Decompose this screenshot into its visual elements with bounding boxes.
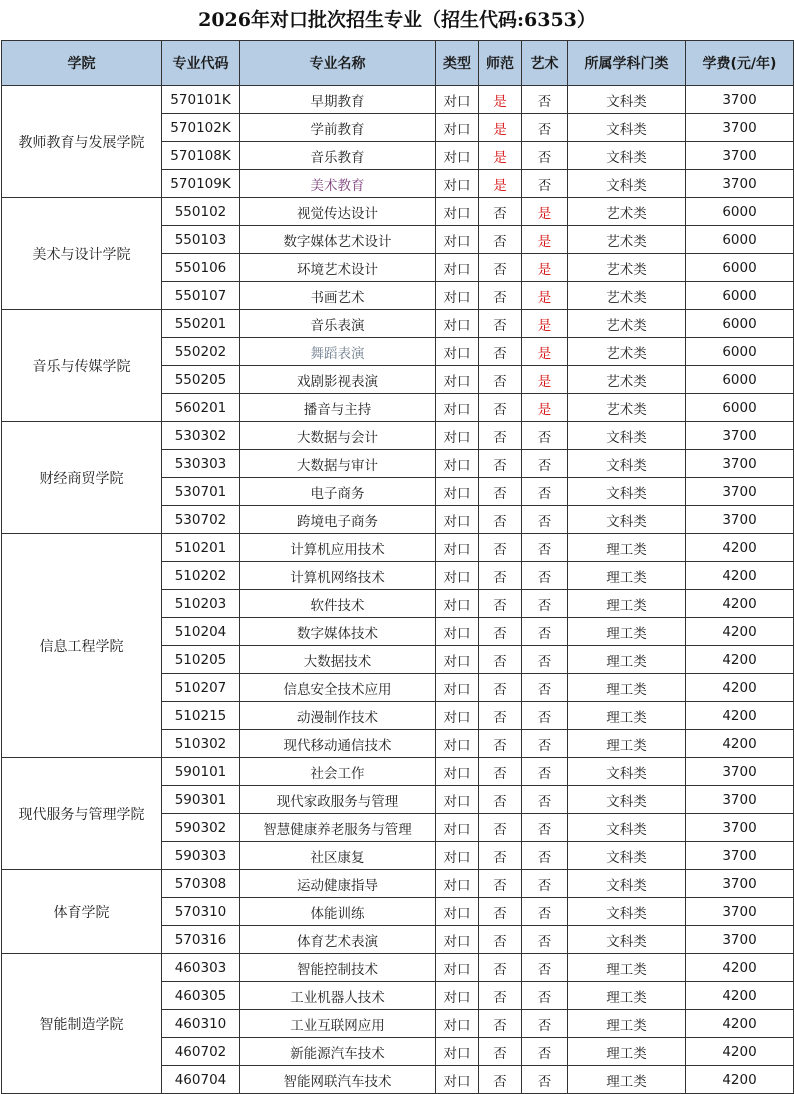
major-code-cell: 590101: [162, 758, 240, 786]
major-code-cell: 590301: [162, 786, 240, 814]
major-code-cell: 550201: [162, 310, 240, 338]
major-code-cell: 590303: [162, 842, 240, 870]
fee-cell: 3700: [686, 450, 794, 478]
fee-cell: 4200: [686, 1010, 794, 1038]
major-name-cell: 数字媒体艺术设计: [240, 226, 436, 254]
fee-cell: 4200: [686, 730, 794, 758]
category-cell: 理工类: [568, 590, 686, 618]
major-code-cell: 510215: [162, 702, 240, 730]
category-cell: 理工类: [568, 562, 686, 590]
major-code-cell: 550205: [162, 366, 240, 394]
type-cell: 对口: [436, 226, 479, 254]
shifan-cell: 否: [479, 590, 522, 618]
yishu-cell: 是: [522, 366, 568, 394]
category-cell: 艺术类: [568, 282, 686, 310]
type-cell: 对口: [436, 338, 479, 366]
header-name: 专业名称: [240, 41, 436, 86]
shifan-cell: 否: [479, 394, 522, 422]
major-code-cell: 570310: [162, 898, 240, 926]
type-cell: 对口: [436, 422, 479, 450]
yishu-cell: 是: [522, 254, 568, 282]
shifan-cell: 否: [479, 814, 522, 842]
yishu-cell: 否: [522, 534, 568, 562]
shifan-cell: 是: [479, 170, 522, 198]
category-cell: 理工类: [568, 646, 686, 674]
fee-cell: 3700: [686, 758, 794, 786]
major-name-cell: 社区康复: [240, 842, 436, 870]
major-code-cell: 510202: [162, 562, 240, 590]
fee-cell: 3700: [686, 786, 794, 814]
yishu-cell: 否: [522, 478, 568, 506]
shifan-cell: 否: [479, 338, 522, 366]
type-cell: 对口: [436, 898, 479, 926]
category-cell: 艺术类: [568, 226, 686, 254]
type-cell: 对口: [436, 534, 479, 562]
yishu-cell: 否: [522, 646, 568, 674]
yishu-cell: 否: [522, 926, 568, 954]
shifan-cell: 否: [479, 674, 522, 702]
yishu-cell: 否: [522, 898, 568, 926]
school-cell: 体育学院: [2, 870, 162, 954]
type-cell: 对口: [436, 870, 479, 898]
major-name-cell: 早期教育: [240, 86, 436, 114]
major-code-cell: 510302: [162, 730, 240, 758]
header-row: [2, 41, 794, 86]
major-name-cell: 现代移动通信技术: [240, 730, 436, 758]
fee-cell: 6000: [686, 198, 794, 226]
category-cell: 理工类: [568, 534, 686, 562]
major-code-cell: 560201: [162, 394, 240, 422]
admission-table: [1, 40, 794, 1094]
shifan-cell: 否: [479, 422, 522, 450]
shifan-cell: 否: [479, 618, 522, 646]
shifan-cell: 否: [479, 870, 522, 898]
yishu-cell: 否: [522, 954, 568, 982]
type-cell: 对口: [436, 1038, 479, 1066]
major-code-cell: 550106: [162, 254, 240, 282]
table-row: [2, 954, 794, 982]
major-name-cell: 跨境电子商务: [240, 506, 436, 534]
table-row: [2, 198, 794, 226]
type-cell: 对口: [436, 478, 479, 506]
type-cell: 对口: [436, 758, 479, 786]
yishu-cell: 是: [522, 198, 568, 226]
fee-cell: 3700: [686, 898, 794, 926]
major-code-cell: 510207: [162, 674, 240, 702]
type-cell: 对口: [436, 1010, 479, 1038]
header-school: 学院: [2, 41, 162, 86]
category-cell: 艺术类: [568, 310, 686, 338]
category-cell: 理工类: [568, 982, 686, 1010]
category-cell: 艺术类: [568, 254, 686, 282]
header-code: 专业代码: [162, 41, 240, 86]
major-code-cell: 530302: [162, 422, 240, 450]
category-cell: 文科类: [568, 926, 686, 954]
shifan-cell: 是: [479, 114, 522, 142]
yishu-cell: 否: [522, 142, 568, 170]
table-row: [2, 422, 794, 450]
category-cell: 文科类: [568, 422, 686, 450]
fee-cell: 4200: [686, 1038, 794, 1066]
type-cell: 对口: [436, 842, 479, 870]
major-code-cell: 460702: [162, 1038, 240, 1066]
type-cell: 对口: [436, 702, 479, 730]
major-name-cell: 智能控制技术: [240, 954, 436, 982]
shifan-cell: 否: [479, 730, 522, 758]
yishu-cell: 否: [522, 786, 568, 814]
major-name-cell: 现代家政服务与管理: [240, 786, 436, 814]
yishu-cell: 否: [522, 842, 568, 870]
major-name-cell: 大数据技术: [240, 646, 436, 674]
major-code-cell: 550202: [162, 338, 240, 366]
major-name-cell: 信息安全技术应用: [240, 674, 436, 702]
major-code-cell: 570102K: [162, 114, 240, 142]
major-code-cell: 510204: [162, 618, 240, 646]
fee-cell: 3700: [686, 422, 794, 450]
school-cell: 美术与设计学院: [2, 198, 162, 310]
school-cell: 智能制造学院: [2, 954, 162, 1094]
fee-cell: 4200: [686, 646, 794, 674]
shifan-cell: 否: [479, 898, 522, 926]
yishu-cell: 否: [522, 618, 568, 646]
major-code-cell: 460305: [162, 982, 240, 1010]
fee-cell: 4200: [686, 982, 794, 1010]
type-cell: 对口: [436, 310, 479, 338]
yishu-cell: 否: [522, 1038, 568, 1066]
category-cell: 文科类: [568, 786, 686, 814]
major-code-cell: 570316: [162, 926, 240, 954]
shifan-cell: 否: [479, 450, 522, 478]
shifan-cell: 否: [479, 702, 522, 730]
fee-cell: 3700: [686, 478, 794, 506]
type-cell: 对口: [436, 590, 479, 618]
shifan-cell: 否: [479, 1010, 522, 1038]
fee-cell: 3700: [686, 842, 794, 870]
major-code-cell: 460303: [162, 954, 240, 982]
major-code-cell: 530702: [162, 506, 240, 534]
fee-cell: 6000: [686, 394, 794, 422]
shifan-cell: 是: [479, 86, 522, 114]
yishu-cell: 否: [522, 170, 568, 198]
type-cell: 对口: [436, 954, 479, 982]
shifan-cell: 否: [479, 226, 522, 254]
yishu-cell: 否: [522, 114, 568, 142]
major-name-cell: 动漫制作技术: [240, 702, 436, 730]
yishu-cell: 否: [522, 86, 568, 114]
shifan-cell: 否: [479, 1066, 522, 1094]
type-cell: 对口: [436, 142, 479, 170]
type-cell: 对口: [436, 170, 479, 198]
fee-cell: 3700: [686, 870, 794, 898]
fee-cell: 3700: [686, 114, 794, 142]
yishu-cell: 否: [522, 674, 568, 702]
yishu-cell: 是: [522, 282, 568, 310]
yishu-cell: 否: [522, 1066, 568, 1094]
category-cell: 艺术类: [568, 198, 686, 226]
type-cell: 对口: [436, 254, 479, 282]
major-code-cell: 570101K: [162, 86, 240, 114]
type-cell: 对口: [436, 394, 479, 422]
major-name-cell: 美术教育: [240, 170, 436, 198]
table-row: [2, 870, 794, 898]
type-cell: 对口: [436, 814, 479, 842]
type-cell: 对口: [436, 450, 479, 478]
category-cell: 理工类: [568, 730, 686, 758]
type-cell: 对口: [436, 114, 479, 142]
major-code-cell: 460310: [162, 1010, 240, 1038]
shifan-cell: 否: [479, 534, 522, 562]
type-cell: 对口: [436, 646, 479, 674]
type-cell: 对口: [436, 86, 479, 114]
fee-cell: 4200: [686, 590, 794, 618]
shifan-cell: 是: [479, 142, 522, 170]
major-name-cell: 新能源汽车技术: [240, 1038, 436, 1066]
type-cell: 对口: [436, 786, 479, 814]
major-name-cell: 社会工作: [240, 758, 436, 786]
shifan-cell: 否: [479, 758, 522, 786]
fee-cell: 6000: [686, 226, 794, 254]
major-name-cell: 计算机网络技术: [240, 562, 436, 590]
major-name-cell: 体能训练: [240, 898, 436, 926]
major-name-cell: 智慧健康养老服务与管理: [240, 814, 436, 842]
shifan-cell: 否: [479, 926, 522, 954]
school-cell: 现代服务与管理学院: [2, 758, 162, 870]
type-cell: 对口: [436, 926, 479, 954]
category-cell: 文科类: [568, 170, 686, 198]
major-code-cell: 550102: [162, 198, 240, 226]
shifan-cell: 否: [479, 506, 522, 534]
yishu-cell: 否: [522, 506, 568, 534]
page-title: 2026年对口批次招生专业（招生代码:6353）: [198, 9, 596, 31]
fee-cell: 3700: [686, 814, 794, 842]
fee-cell: 6000: [686, 338, 794, 366]
category-cell: 艺术类: [568, 394, 686, 422]
category-cell: 文科类: [568, 814, 686, 842]
major-code-cell: 510203: [162, 590, 240, 618]
major-name-cell: 音乐表演: [240, 310, 436, 338]
major-name-cell: 大数据与审计: [240, 450, 436, 478]
yishu-cell: 否: [522, 590, 568, 618]
fee-cell: 6000: [686, 282, 794, 310]
fee-cell: 4200: [686, 534, 794, 562]
fee-cell: 6000: [686, 310, 794, 338]
fee-cell: 3700: [686, 170, 794, 198]
shifan-cell: 否: [479, 366, 522, 394]
major-name-cell: 播音与主持: [240, 394, 436, 422]
fee-cell: 6000: [686, 254, 794, 282]
yishu-cell: 否: [522, 562, 568, 590]
fee-cell: 6000: [686, 366, 794, 394]
yishu-cell: 否: [522, 758, 568, 786]
category-cell: 理工类: [568, 1010, 686, 1038]
type-cell: 对口: [436, 730, 479, 758]
category-cell: 理工类: [568, 1066, 686, 1094]
major-name-cell: 环境艺术设计: [240, 254, 436, 282]
school-cell: 信息工程学院: [2, 534, 162, 758]
category-cell: 艺术类: [568, 366, 686, 394]
major-name-cell: 智能网联汽车技术: [240, 1066, 436, 1094]
category-cell: 文科类: [568, 842, 686, 870]
yishu-cell: 是: [522, 226, 568, 254]
major-name-cell: 工业互联网应用: [240, 1010, 436, 1038]
shifan-cell: 否: [479, 982, 522, 1010]
yishu-cell: 否: [522, 422, 568, 450]
shifan-cell: 否: [479, 310, 522, 338]
major-name-cell: 学前教育: [240, 114, 436, 142]
category-cell: 艺术类: [568, 338, 686, 366]
category-cell: 文科类: [568, 870, 686, 898]
fee-cell: 4200: [686, 618, 794, 646]
yishu-cell: 否: [522, 1010, 568, 1038]
yishu-cell: 否: [522, 870, 568, 898]
shifan-cell: 否: [479, 786, 522, 814]
type-cell: 对口: [436, 618, 479, 646]
yishu-cell: 否: [522, 982, 568, 1010]
category-cell: 文科类: [568, 898, 686, 926]
type-cell: 对口: [436, 282, 479, 310]
major-code-cell: 590302: [162, 814, 240, 842]
shifan-cell: 否: [479, 198, 522, 226]
fee-cell: 4200: [686, 562, 794, 590]
major-name-cell: 书画艺术: [240, 282, 436, 310]
major-name-cell: 舞蹈表演: [240, 338, 436, 366]
major-name-cell: 大数据与会计: [240, 422, 436, 450]
fee-cell: 4200: [686, 954, 794, 982]
major-code-cell: 550103: [162, 226, 240, 254]
type-cell: 对口: [436, 982, 479, 1010]
major-code-cell: 510205: [162, 646, 240, 674]
fee-cell: 3700: [686, 506, 794, 534]
header-shifan: 师范: [479, 41, 522, 86]
shifan-cell: 否: [479, 478, 522, 506]
major-name-cell: 计算机应用技术: [240, 534, 436, 562]
category-cell: 理工类: [568, 674, 686, 702]
major-code-cell: 530303: [162, 450, 240, 478]
fee-cell: 4200: [686, 702, 794, 730]
major-code-cell: 460704: [162, 1066, 240, 1094]
major-name-cell: 戏剧影视表演: [240, 366, 436, 394]
school-cell: 音乐与传媒学院: [2, 310, 162, 422]
major-name-cell: 软件技术: [240, 590, 436, 618]
type-cell: 对口: [436, 562, 479, 590]
school-cell: 教师教育与发展学院: [2, 86, 162, 198]
major-name-cell: 电子商务: [240, 478, 436, 506]
major-name-cell: 音乐教育: [240, 142, 436, 170]
header-fee: 学费(元/年): [686, 41, 794, 86]
type-cell: 对口: [436, 674, 479, 702]
category-cell: 理工类: [568, 702, 686, 730]
major-code-cell: 570109K: [162, 170, 240, 198]
type-cell: 对口: [436, 366, 479, 394]
yishu-cell: 否: [522, 814, 568, 842]
major-code-cell: 570308: [162, 870, 240, 898]
category-cell: 理工类: [568, 618, 686, 646]
major-name-cell: 工业机器人技术: [240, 982, 436, 1010]
type-cell: 对口: [436, 1066, 479, 1094]
category-cell: 文科类: [568, 114, 686, 142]
category-cell: 文科类: [568, 450, 686, 478]
yishu-cell: 是: [522, 394, 568, 422]
table-row: [2, 310, 794, 338]
table-row: [2, 758, 794, 786]
shifan-cell: 否: [479, 562, 522, 590]
type-cell: 对口: [436, 506, 479, 534]
major-code-cell: 550107: [162, 282, 240, 310]
category-cell: 文科类: [568, 142, 686, 170]
major-code-cell: 570108K: [162, 142, 240, 170]
school-cell: 财经商贸学院: [2, 422, 162, 534]
shifan-cell: 否: [479, 282, 522, 310]
table-row: [2, 534, 794, 562]
major-name-cell: 体育艺术表演: [240, 926, 436, 954]
category-cell: 文科类: [568, 758, 686, 786]
fee-cell: 3700: [686, 86, 794, 114]
major-code-cell: 530701: [162, 478, 240, 506]
fee-cell: 4200: [686, 1066, 794, 1094]
header-type: 类型: [436, 41, 479, 86]
header-yishu: 艺术: [522, 41, 568, 86]
yishu-cell: 否: [522, 730, 568, 758]
major-name-cell: 数字媒体技术: [240, 618, 436, 646]
major-name-cell: 视觉传达设计: [240, 198, 436, 226]
major-code-cell: 510201: [162, 534, 240, 562]
fee-cell: 3700: [686, 142, 794, 170]
shifan-cell: 否: [479, 254, 522, 282]
yishu-cell: 否: [522, 702, 568, 730]
shifan-cell: 否: [479, 954, 522, 982]
shifan-cell: 否: [479, 1038, 522, 1066]
category-cell: 理工类: [568, 1038, 686, 1066]
table-body: [2, 86, 794, 1094]
shifan-cell: 否: [479, 842, 522, 870]
fee-cell: 4200: [686, 674, 794, 702]
type-cell: 对口: [436, 198, 479, 226]
yishu-cell: 是: [522, 310, 568, 338]
fee-cell: 3700: [686, 926, 794, 954]
category-cell: 文科类: [568, 86, 686, 114]
category-cell: 理工类: [568, 954, 686, 982]
major-name-cell: 运动健康指导: [240, 870, 436, 898]
category-cell: 文科类: [568, 478, 686, 506]
table-row: [2, 86, 794, 114]
shifan-cell: 否: [479, 646, 522, 674]
header-category: 所属学科门类: [568, 41, 686, 86]
yishu-cell: 否: [522, 450, 568, 478]
category-cell: 文科类: [568, 506, 686, 534]
yishu-cell: 是: [522, 338, 568, 366]
